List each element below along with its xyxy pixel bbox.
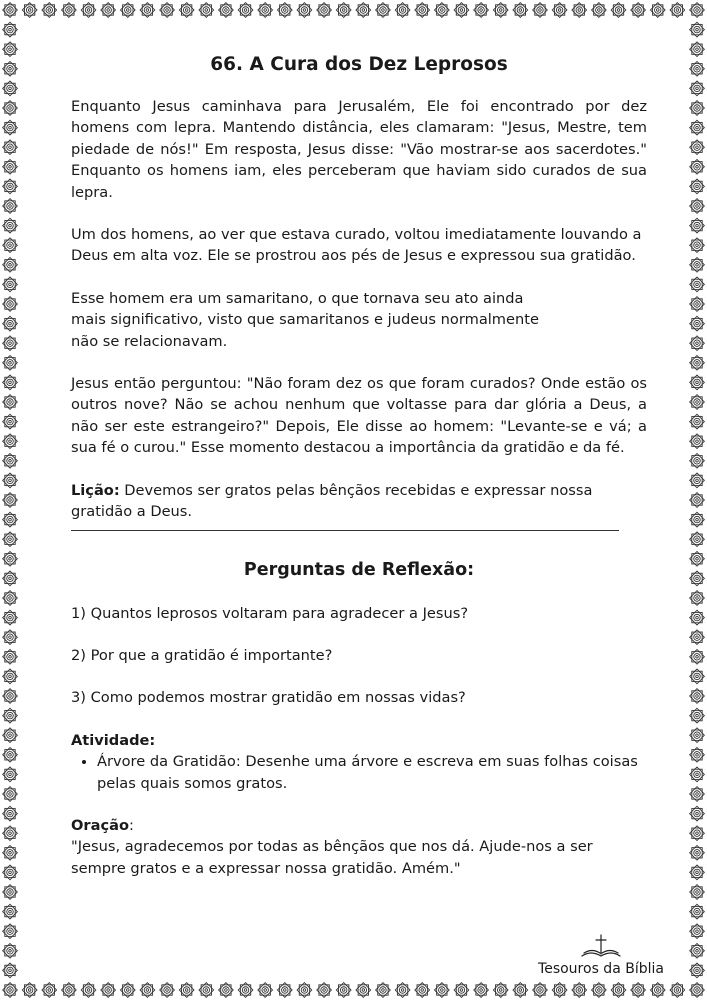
border-ornament (3, 179, 18, 194)
border-ornament (3, 355, 18, 370)
border-ornament (3, 649, 18, 664)
border-ornament (3, 297, 18, 312)
border-ornament (690, 493, 705, 508)
border-ornament (3, 728, 18, 743)
border-ornament (690, 983, 705, 998)
border-ornament (513, 3, 528, 18)
border-ornament (650, 3, 665, 18)
border-ornament (690, 355, 705, 370)
border-ornament (533, 3, 548, 18)
border-ornament (690, 414, 705, 429)
border-ornament (3, 81, 18, 96)
story-paragraph-3: Esse homem era um samaritano, o que tornava seu ato ainda mais significativo, visto que samaritanos e judeus normalmente não se relacionavam. (71, 289, 539, 350)
border-ornament (336, 983, 351, 998)
border-ornament (690, 963, 705, 978)
border-ornament (513, 983, 528, 998)
story-paragraph-1: Enquanto Jesus caminhava para Jerusalém, Ele foi encontrado por dez homens com lepra. Mantendo distância, eles clamaram: "Jesus, Mestre, tem piedade de nós!" Em resposta, Jesus disse: "Vão mostrar-se aos sacerdotes." Enquanto os homens iam, eles perceberam que haviam sido curados de sua lepra. (71, 98, 647, 201)
border-ornament (690, 532, 705, 547)
border-ornament (552, 983, 567, 998)
border-ornament (690, 257, 705, 272)
border-ornament (3, 630, 18, 645)
border-ornament (454, 3, 469, 18)
border-ornament (690, 591, 705, 606)
border-ornament (533, 983, 548, 998)
border-ornament (81, 3, 96, 18)
border-ornament (277, 983, 292, 998)
border-ornament (317, 983, 332, 998)
border-ornament (690, 924, 705, 939)
border-ornament (415, 3, 430, 18)
border-ornament (3, 885, 18, 900)
border-ornament (120, 983, 135, 998)
border-ornament (3, 767, 18, 782)
border-ornament (474, 983, 489, 998)
reflection-title: Perguntas de Reflexão: (243, 559, 475, 580)
border-ornament (297, 983, 312, 998)
border-ornament (474, 3, 489, 18)
border-ornament (3, 277, 18, 292)
border-ornament (572, 983, 587, 998)
border-ornament (690, 767, 705, 782)
border-ornament (356, 983, 371, 998)
border-ornament (3, 257, 18, 272)
story-paragraph-2: Um dos homens, ao ver que estava curado, voltou imediatamente louvando a Deus em alta voz. Ele se prostrou aos pés de Jesus e expressou sua gratidão. (71, 226, 642, 265)
border-ornament (3, 983, 18, 998)
border-ornament (160, 983, 175, 998)
border-ornament (199, 3, 214, 18)
border-ornament (3, 434, 18, 449)
border-ornament (160, 3, 175, 18)
border-ornament (3, 571, 18, 586)
border-ornament (690, 689, 705, 704)
border-ornament (3, 453, 18, 468)
border-ornament (3, 826, 18, 841)
border-ornament (690, 316, 705, 331)
border-ornament (690, 806, 705, 821)
border-ornament (3, 42, 18, 57)
border-ornament (690, 395, 705, 410)
border-ornament (3, 591, 18, 606)
border-ornament (690, 649, 705, 664)
border-ornament (101, 983, 116, 998)
border-ornament (3, 924, 18, 939)
border-ornament (631, 3, 646, 18)
border-ornament (3, 865, 18, 880)
border-ornament (572, 3, 587, 18)
border-ornament (238, 3, 253, 18)
footer-brand-label: Tesouros da Bíblia (538, 961, 664, 977)
border-ornament (81, 983, 96, 998)
border-ornament (690, 336, 705, 351)
border-ornament (690, 787, 705, 802)
lesson-text: Devemos ser gratos pelas bênçãos recebidas e expressar nossa gratidão a Deus. (71, 481, 593, 521)
border-ornament (3, 806, 18, 821)
border-ornament (690, 826, 705, 841)
border-ornament (297, 3, 312, 18)
border-ornament (62, 3, 77, 18)
reflection-question-1: 1) Quantos leprosos voltaram para agradecer a Jesus? (71, 604, 469, 622)
border-ornament (592, 3, 607, 18)
border-ornament (690, 140, 705, 155)
border-ornament (376, 983, 391, 998)
border-ornament (690, 61, 705, 76)
border-ornament (3, 120, 18, 135)
border-ornament (690, 453, 705, 468)
border-ornament (690, 42, 705, 57)
border-ornament (3, 532, 18, 547)
border-ornament (395, 3, 410, 18)
border-ornament (3, 493, 18, 508)
border-ornament (42, 3, 57, 18)
border-ornament (690, 845, 705, 860)
story-paragraph-4: Jesus então perguntou: "Não foram dez os que foram curados? Onde estão os outros nove? Não se achou nenhum que voltasse para dar glória a Deus, a não ser este estrangeiro?" Depois, Ele disse ao homem: "Levante-se e vá; a sua fé o curou." Esse momento destacou a importância da gratidão e da fé. (71, 375, 647, 457)
border-ornament (690, 3, 705, 18)
prayer-heading-line (71, 815, 647, 836)
border-ornament (690, 434, 705, 449)
border-ornament (22, 3, 37, 18)
border-ornament (690, 571, 705, 586)
border-ornament (101, 3, 116, 18)
border-ornament (258, 3, 273, 18)
border-ornament (3, 395, 18, 410)
page-content (71, 52, 647, 879)
prayer-colon: : (128, 816, 134, 834)
border-ornament (356, 3, 371, 18)
border-ornament (690, 297, 705, 312)
border-ornament (3, 551, 18, 566)
page-title: 66. A Cura dos Dez Leprosos (210, 54, 508, 75)
border-ornament (690, 747, 705, 762)
border-ornament (3, 375, 18, 390)
border-ornament (690, 179, 705, 194)
section-divider (71, 530, 619, 531)
reflection-question-2: 2) Por que a gratidão é importante? (71, 646, 333, 664)
border-ornament (336, 3, 351, 18)
border-ornament (3, 689, 18, 704)
lesson-label: Lição: (71, 481, 120, 499)
border-ornament (140, 983, 155, 998)
border-ornament (3, 316, 18, 331)
border-ornament (415, 983, 430, 998)
prayer-text: "Jesus, agradecemos por todas as bênçãos que nos dá. Ajude-nos a ser sempre gratos e a expressar nossa gratidão. Amém." (71, 838, 593, 877)
border-ornament (690, 199, 705, 214)
border-ornament (690, 473, 705, 488)
border-ornament (219, 983, 234, 998)
border-ornament (258, 983, 273, 998)
border-ornament (140, 3, 155, 18)
border-ornament (3, 904, 18, 919)
border-ornament (690, 238, 705, 253)
border-ornament (690, 610, 705, 625)
border-ornament (3, 218, 18, 233)
border-ornament (690, 943, 705, 958)
border-ornament (3, 336, 18, 351)
border-ornament (3, 747, 18, 762)
border-ornament (690, 277, 705, 292)
border-ornament (690, 120, 705, 135)
border-ornament (3, 199, 18, 214)
border-ornament (42, 983, 57, 998)
border-ornament (179, 3, 194, 18)
border-ornament (3, 22, 18, 37)
border-ornament (179, 983, 194, 998)
border-ornament (670, 983, 685, 998)
border-ornament (690, 885, 705, 900)
border-ornament (199, 983, 214, 998)
lesson-moral (71, 480, 647, 523)
border-ornament (690, 630, 705, 645)
border-ornament (552, 3, 567, 18)
border-ornament (120, 3, 135, 18)
border-ornament (690, 708, 705, 723)
border-ornament (690, 865, 705, 880)
border-ornament (3, 3, 18, 18)
border-ornament (690, 159, 705, 174)
border-ornament (434, 3, 449, 18)
prayer-heading: Oração (71, 816, 129, 834)
border-ornament (3, 238, 18, 253)
border-ornament (690, 22, 705, 37)
activity-heading: Atividade: (71, 731, 156, 749)
border-ornament (3, 669, 18, 684)
border-ornament (690, 728, 705, 743)
border-ornament (434, 983, 449, 998)
border-ornament (238, 983, 253, 998)
border-ornament (493, 983, 508, 998)
border-ornament (317, 3, 332, 18)
border-ornament (690, 101, 705, 116)
border-ornament (277, 3, 292, 18)
cross-bible-icon (578, 934, 624, 960)
activity-item: • Árvore da Gratidão: Desenhe uma árvore e escreva em suas folhas coisas pelas quais somos gratos. (97, 751, 647, 794)
border-ornament (690, 375, 705, 390)
border-ornament (592, 983, 607, 998)
border-ornament (611, 3, 626, 18)
border-ornament (3, 159, 18, 174)
border-ornament (690, 669, 705, 684)
border-ornament (3, 610, 18, 625)
border-ornament (690, 218, 705, 233)
border-ornament (3, 414, 18, 429)
border-ornament (631, 983, 646, 998)
border-ornament (690, 551, 705, 566)
border-ornament (62, 983, 77, 998)
border-ornament (670, 3, 685, 18)
border-ornament (3, 140, 18, 155)
border-ornament (611, 983, 626, 998)
border-ornament (3, 512, 18, 527)
border-ornament (454, 983, 469, 998)
border-ornament (395, 983, 410, 998)
reflection-question-3: 3) Como podemos mostrar gratidão em nossas vidas? (71, 689, 466, 707)
border-ornament (3, 845, 18, 860)
activity-list (71, 751, 647, 794)
border-ornament (3, 101, 18, 116)
border-ornament (3, 787, 18, 802)
border-ornament (3, 708, 18, 723)
border-ornament (219, 3, 234, 18)
border-ornament (493, 3, 508, 18)
border-ornament (3, 943, 18, 958)
border-ornament (3, 473, 18, 488)
border-ornament (690, 81, 705, 96)
footer-brand (531, 934, 671, 978)
border-ornament (3, 963, 18, 978)
border-ornament (3, 61, 18, 76)
border-ornament (690, 512, 705, 527)
border-ornament (22, 983, 37, 998)
border-ornament (690, 904, 705, 919)
border-ornament (650, 983, 665, 998)
border-ornament (376, 3, 391, 18)
